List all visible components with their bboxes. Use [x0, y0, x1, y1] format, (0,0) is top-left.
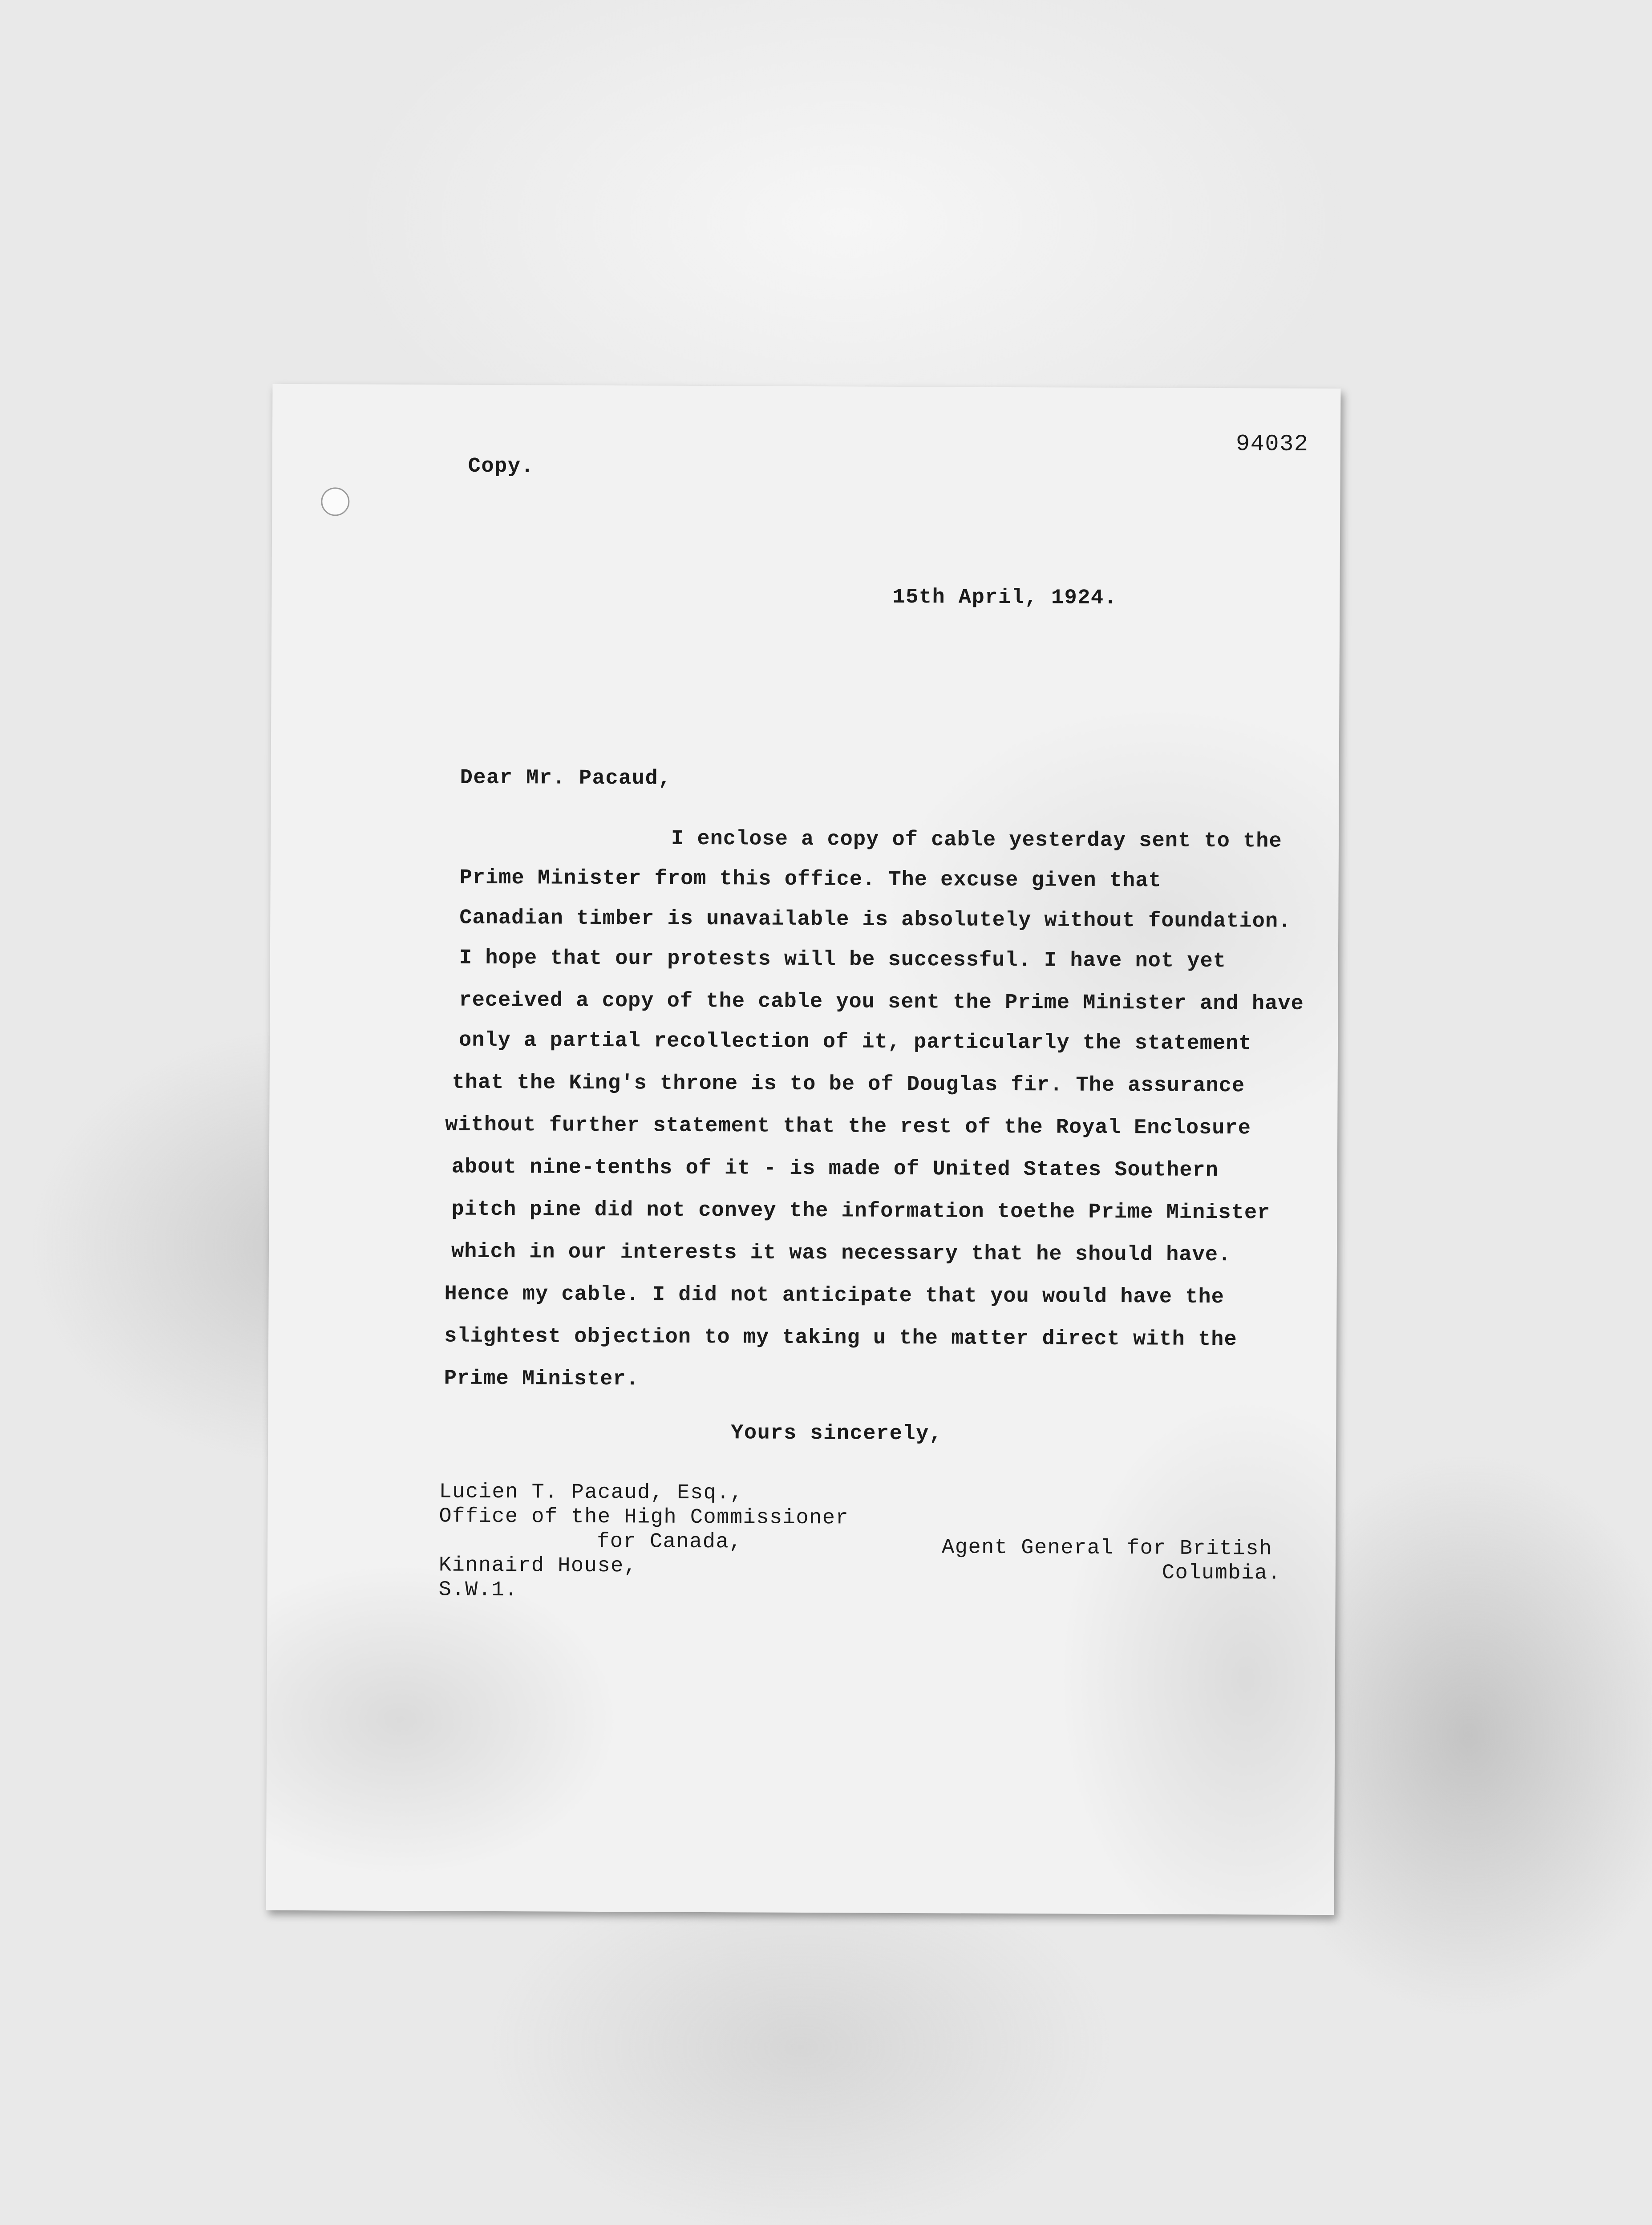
address-line: Kinnaird House, [438, 1553, 637, 1578]
body-line: Prime Minister from this office. The excuse given that [459, 866, 1162, 893]
body-line: Prime Minister. [444, 1367, 639, 1392]
signature-line: Columbia. [1162, 1561, 1281, 1586]
document-number: 94032 [1235, 431, 1309, 457]
address-line: S.W.1. [438, 1578, 518, 1602]
body-line: received a copy of the cable you sent the Prime Minister and have [459, 988, 1304, 1016]
body-line: Hence my cable. I did not anticipate that you would have the [444, 1282, 1224, 1310]
body-line: Canadian timber is unavailable is absolutely without foundation. [459, 906, 1292, 934]
body-line: which in our interests it was necessary that he should have. [451, 1240, 1231, 1267]
body-line: about nine-tenths of it - is made of United States Southern [451, 1155, 1219, 1183]
body-line: slightest objection to my taking u the matter direct with the [444, 1324, 1237, 1352]
body-line: I enclose a copy of cable yesterday sent to the [671, 827, 1282, 854]
address-line: Office of the High Commissioner [439, 1505, 849, 1530]
letter-sheet [266, 384, 1341, 1915]
salutation: Dear Mr. Pacaud, [460, 766, 672, 791]
body-line: without further statement that the rest of the Royal Enclosure [445, 1113, 1251, 1141]
address-line: Lucien T. Pacaud, Esq., [439, 1480, 743, 1505]
body-line: I hope that our protests will be successful. I have not yet [459, 946, 1227, 974]
copy-mark: Copy. [468, 454, 534, 479]
letter-date: 15th April, 1924. [892, 585, 1118, 611]
closing: Yours sincerely, [731, 1421, 943, 1446]
body-line: only a partial recollection of it, particularly the statement [458, 1028, 1252, 1056]
punch-hole [321, 487, 349, 516]
address-line: for Canada, [597, 1529, 743, 1554]
signature-line: Agent General for British [941, 1536, 1272, 1561]
body-line: pitch pine did not convey the information toethe Prime Minister [451, 1197, 1271, 1225]
body-line: that the King's throne is to be of Douglas fir. The assurance [452, 1071, 1245, 1098]
